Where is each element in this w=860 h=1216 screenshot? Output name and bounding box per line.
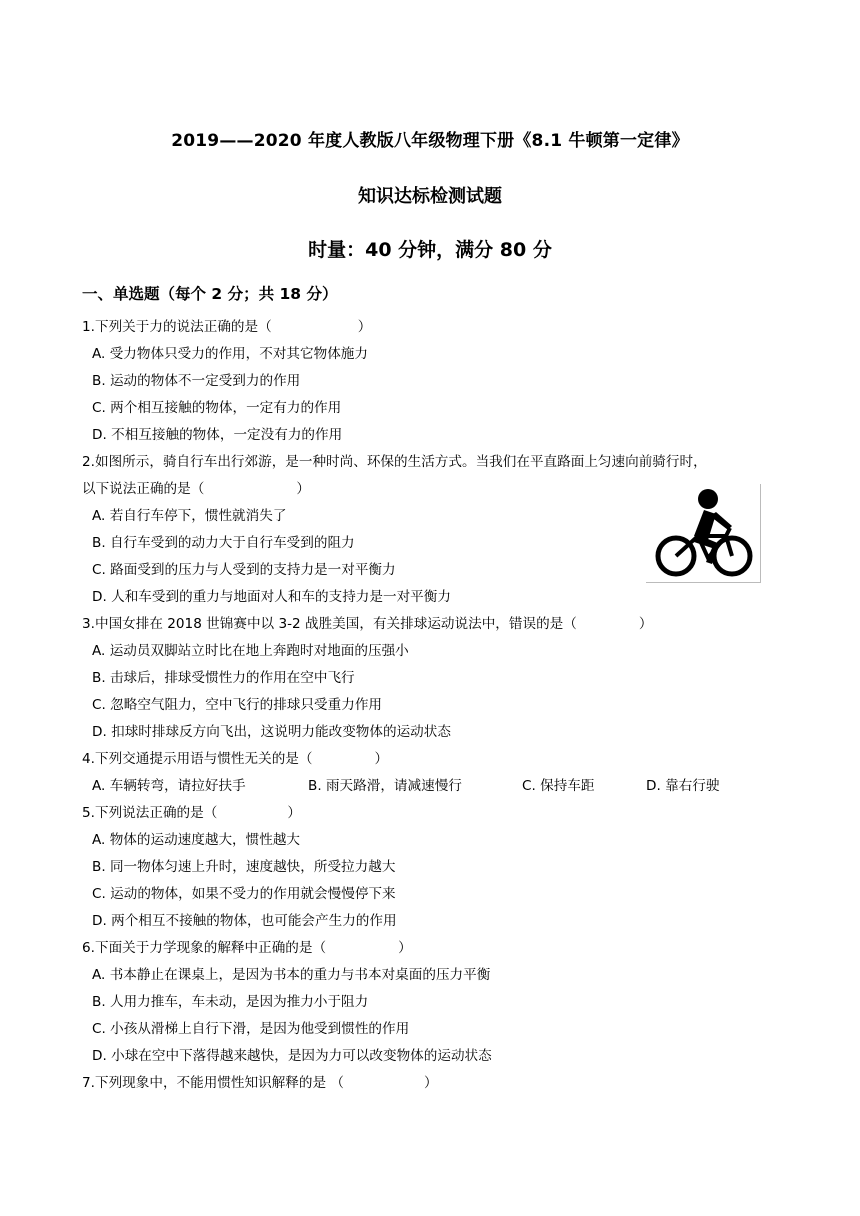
option-d: D. 靠右行驶 [646, 778, 720, 794]
question-text: 以下说法正确的是（ [82, 481, 205, 497]
option-a: A. 若自行车停下，惯性就消失了 [92, 508, 287, 524]
question-text: 5.下列说法正确的是（ [82, 805, 218, 821]
title-line-1: 2019——2020 年度人教版八年级物理下册《8.1 牛顿第一定律》 [171, 131, 689, 151]
question-stem [82, 802, 782, 829]
option-a: A. 书本静止在课桌上，是因为书本的重力与书本对桌面的压力平衡 [92, 967, 491, 983]
question-text: 7.下列现象中，不能用惯性知识解释的是 （ [82, 1075, 344, 1091]
option-c: C. 运动的物体，如果不受力的作用就会慢慢停下来 [92, 886, 396, 902]
cyclist-illustration [646, 484, 761, 583]
exam-time-score: 时量：40 分钟，满分 80 分 [308, 239, 552, 261]
option-d: D. 小球在空中下落得越来越快，是因为力可以改变物体的运动状态 [92, 1048, 492, 1064]
option-a: A. 运动员双脚站立时比在地上奔跑时对地面的压强小 [92, 643, 409, 659]
option-c: C. 小孩从滑梯上自行下滑，是因为他受到惯性的作用 [92, 1021, 410, 1037]
bracket-close: ） [638, 616, 653, 632]
option-b: B. 人用力推车，车未动，是因为推力小于阻力 [92, 994, 369, 1010]
section-heading-single-choice: 一、单选题（每个 2 分；共 18 分） [82, 285, 338, 303]
question-text: 4.下列交通提示用语与惯性无关的是（ [82, 751, 313, 767]
option-b: B. 自行车受到的动力大于自行车受到的阻力 [92, 535, 355, 551]
option-b: B. 运动的物体不一定受到力的作用 [92, 373, 301, 389]
inline-options [82, 775, 782, 802]
bracket-close: ） [398, 940, 412, 956]
option-c: C. 保持车距 [522, 778, 595, 794]
question-stem: 2.如图所示，骑自行车出行郊游，是一种时尚、环保的生活方式。当我们在平直路面上匀速向前骑行时， [82, 454, 707, 470]
option-d: D. 人和车受到的重力与地面对人和车的支持力是一对平衡力 [92, 589, 451, 605]
option-a: A. 物体的运动速度越大，惯性越大 [92, 832, 301, 848]
question-stem [82, 316, 782, 343]
option-b: B. 击球后，排球受惯性力的作用在空中飞行 [92, 670, 355, 686]
bracket-close: ） [374, 751, 389, 767]
question-list [82, 316, 782, 1099]
question-stem [82, 937, 782, 964]
question-stem [82, 748, 782, 775]
question-text: 3.中国女排在 2018 世锦赛中以 3-2 战胜美国，有关排球运动说法中，错误的是（ [82, 616, 577, 632]
question-stem [82, 613, 782, 640]
bracket-close: ） [357, 319, 372, 335]
option-d: D. 不相互接触的物体，一定没有力的作用 [92, 427, 343, 443]
option-c: C. 两个相互接触的物体，一定有力的作用 [92, 400, 342, 416]
option-c: C. 忽略空气阻力，空中飞行的排球只受重力作用 [92, 697, 383, 713]
question-stem [82, 1072, 782, 1099]
bracket-close: ） [287, 805, 301, 821]
bracket-close: ） [423, 1075, 438, 1091]
bicycle-icon [646, 484, 760, 582]
option-b: B. 雨天路滑，请减速慢行 [308, 778, 462, 794]
question-text: 1.下列关于力的说法正确的是（ [82, 319, 272, 335]
title-line-2: 知识达标检测试题 [358, 186, 502, 207]
option-b: B. 同一物体匀速上升时，速度越快，所受拉力越大 [92, 859, 396, 875]
bracket-close: ） [296, 481, 310, 497]
question-text: 6.下面关于力学现象的解释中正确的是（ [82, 940, 327, 956]
option-d: D. 扣球时排球反方向飞出，这说明力能改变物体的运动状态 [92, 724, 451, 740]
option-a: A. 受力物体只受力的作用，不对其它物体施力 [92, 346, 368, 362]
option-c: C. 路面受到的压力与人受到的支持力是一对平衡力 [92, 562, 396, 578]
option-a: A. 车辆转弯，请拉好扶手 [92, 778, 246, 794]
option-d: D. 两个相互不接触的物体，也可能会产生力的作用 [92, 913, 397, 929]
